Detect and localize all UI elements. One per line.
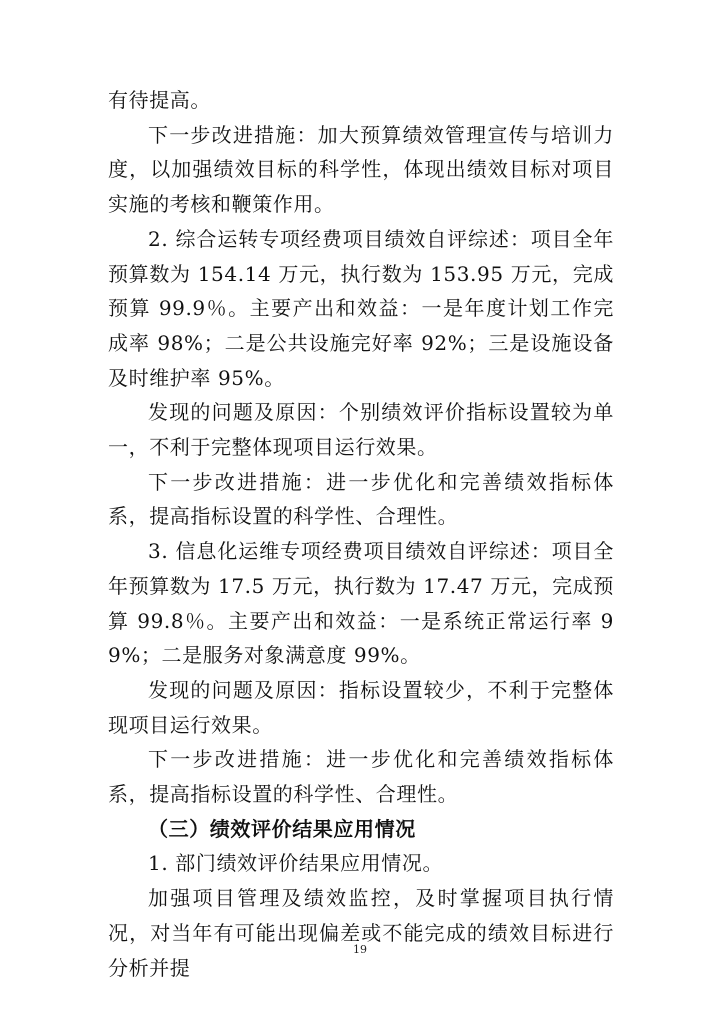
paragraph-problems-2: 发现的问题及原因：个别绩效评价指标设置较为单一，不利于完整体现项目运行效果。 bbox=[108, 400, 614, 460]
body-text bbox=[108, 83, 614, 985]
paragraph-project-3-summary: 3. 信息化运维专项经费项目绩效自评综述：项目全年预算数为 17.5 万元，执行数为 17.47 万元，完成预算 99.8％。主要产出和效益：一是系统正常运行率 99%；二是服务对象满意度 99%。 bbox=[108, 539, 614, 668]
section-heading-3: （三）绩效评价结果应用情况 bbox=[148, 816, 416, 841]
paragraph-problems-3: 发现的问题及原因：指标设置较少，不利于完整体现项目运行效果。 bbox=[108, 677, 614, 737]
paragraph-subsection-1: 1. 部门绩效评价结果应用情况。 bbox=[148, 851, 444, 876]
paragraph-continuation: 有待提高。 bbox=[108, 88, 211, 112]
paragraph-improvement-measures-1: 下一步改进措施：加大预算绩效管理宣传与培训力度，以加强绩效目标的科学性，体现出绩效目标对项目实施的考核和鞭策作用。 bbox=[108, 122, 614, 217]
paragraph-monitoring: 加强项目管理及绩效监控，及时掌握项目执行情况，对当年有可能出现偏差或不能完成的绩效目标进行分析并提 bbox=[108, 886, 614, 980]
paragraph-project-2-summary: 2. 综合运转专项经费项目绩效自评综述：项目全年预算数为 154.14 万元，执行数为 153.95 万元，完成预算 99.9％。主要产出和效益：一是年度计划工作完成率 98%；二是公共设施完好率 92%；三是设施设备及时维护率 95%。 bbox=[108, 226, 614, 390]
page-number: 19 bbox=[353, 943, 367, 956]
paragraph-improvement-measures-3: 下一步改进措施：进一步优化和完善绩效指标体系，提高指标设置的科学性、合理性。 bbox=[108, 747, 614, 807]
paragraph-improvement-measures-2: 下一步改进措施：进一步优化和完善绩效指标体系，提高指标设置的科学性、合理性。 bbox=[108, 469, 614, 529]
